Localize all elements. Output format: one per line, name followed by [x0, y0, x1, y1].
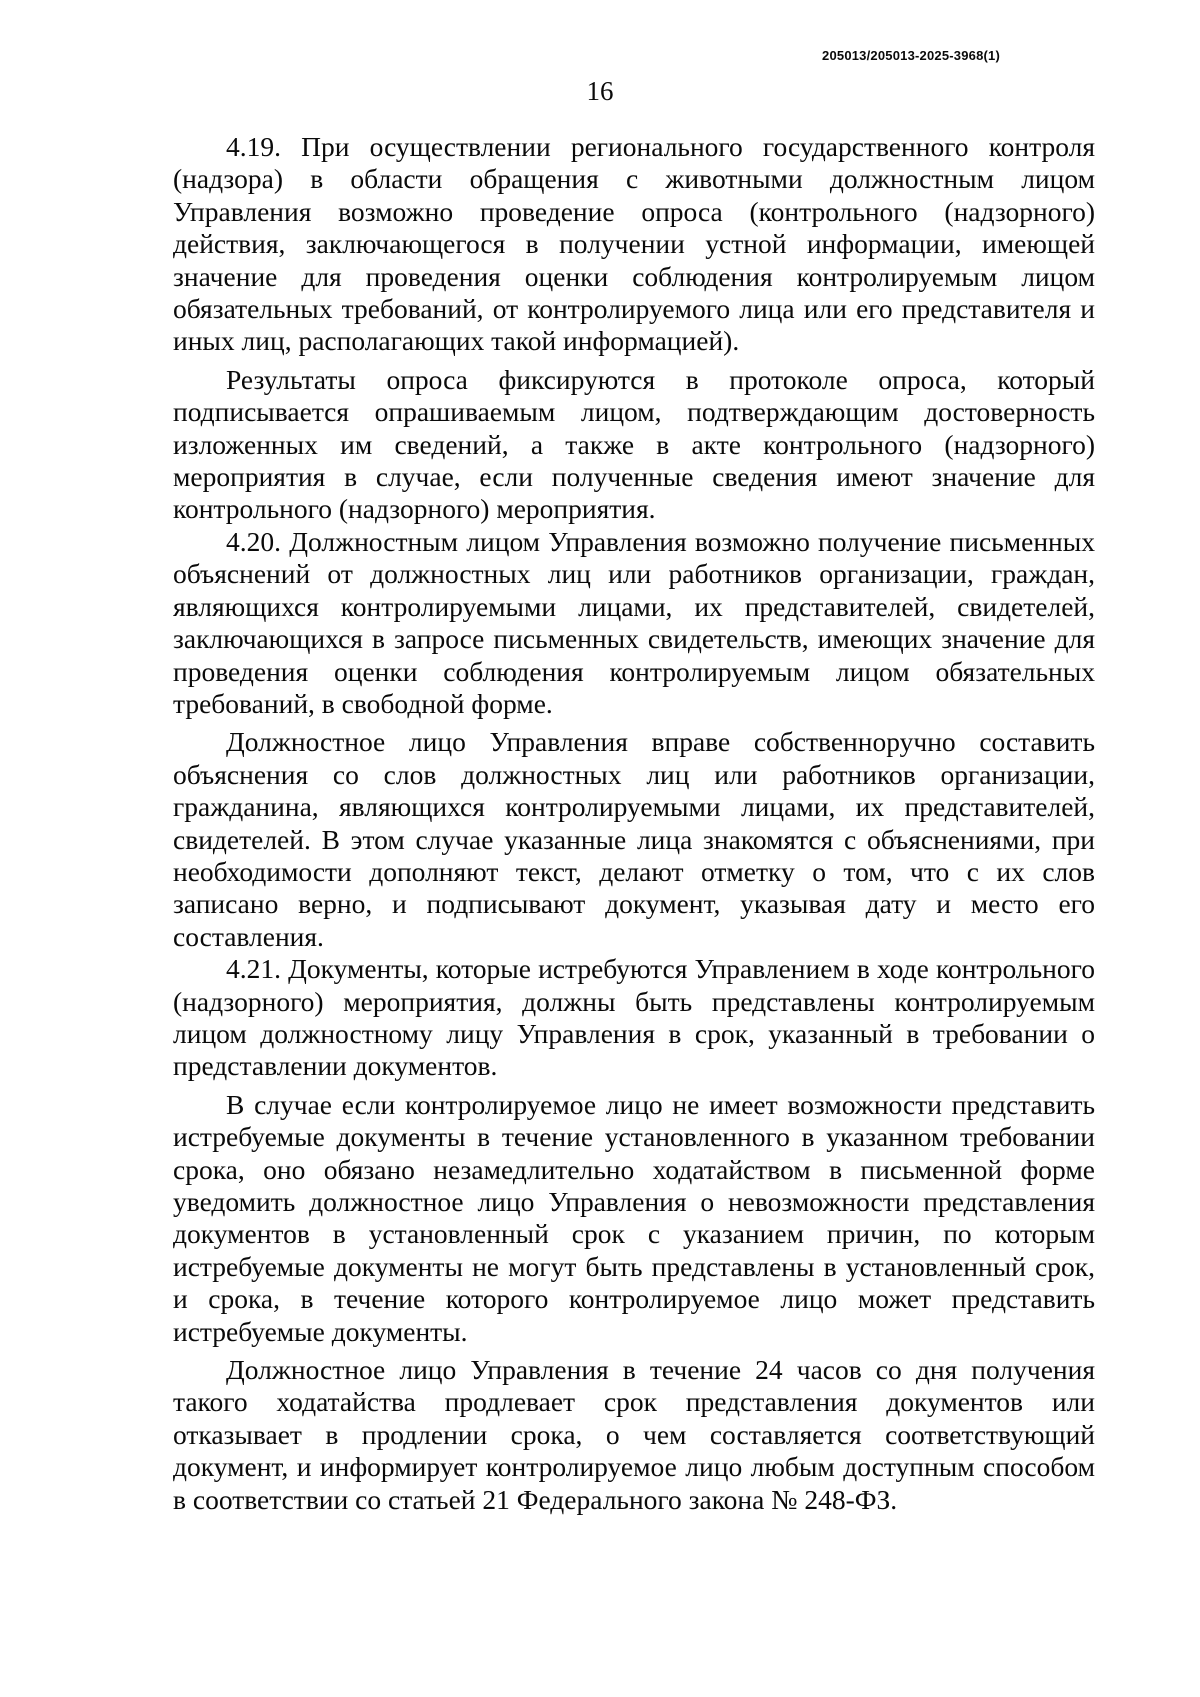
document-id: 205013/205013-2025-3968(1) [822, 48, 1000, 63]
paragraph-extension: Должностное лицо Управления в течение 24 часов со дня получения такого ходатайства продлевает срок представления документов или отказывает в продлении срока, о чем составляется соответствующий документ, и информирует контролируемое лицо любым доступным способом в соответствии со статьей 21 Федерального закона № 248-ФЗ. [173, 1354, 1095, 1515]
page-number: 16 [586, 76, 614, 106]
paragraph-survey-results: Результаты опроса фиксируются в протоколе опроса, который подписывается опрашиваемым лицом, подтверждающим достоверность изложенных им сведений, а также в акте контрольного (надзорного) мероприятия в случае, если полученные сведения имеют значение для контрольного (надзорного) мероприятия. [173, 363, 1095, 525]
paragraph-4-19: 4.19. При осуществлении регионального государственного контроля (надзора) в области обращения с животными должностным лицом Управления возможно проведение опроса (контрольного (надзорного) действия, заключающегося в получении устной информации, имеющей значение для проведения оценки соблюдения контролируемым лицом обязательных требований, от контролируемого лица или его представителя и иных лиц, располагающих такой информацией). [173, 131, 1095, 357]
document-body [173, 131, 1095, 1516]
paragraph-inability-notice: В случае если контролируемое лицо не имеет возможности представить истребуемые документы в течение установленного в указанном требовании срока, оно обязано незамедлительно ходатайством в письменной форме уведомить должностное лицо Управления о невозможности представления документов в установленный срок с указанием причин, по которым истребуемые документы не могут быть представлены в установленный срок, и срока, в течение которого контролируемое лицо может представить истребуемые документы. [173, 1088, 1095, 1347]
paragraph-4-20: 4.20. Должностным лицом Управления возможно получение письменных объяснений от должностных лиц или работников организации, граждан, являющихся контролируемыми лицами, их представителей, свидетелей, заключающихся в запросе письменных свидетельств, имеющих значение для проведения оценки соблюдения контролируемым лицом обязательных требований, в свободной форме. [173, 525, 1095, 719]
paragraph-4-21: 4.21. Документы, которые истребуются Управлением в ходе контрольного (надзорного) мероприятия, должны быть представлены контролируемым лицом должностному лицу Управления в срок, указанный в требовании о представлении документов. [173, 953, 1095, 1082]
paragraph-explanations: Должностное лицо Управления вправе собственноручно составить объяснения со слов должностных лиц или работников организации, гражданина, являющихся контролируемыми лицами, их представителей, свидетелей. В этом случае указанные лица знакомятся с объяснениями, при необходимости дополняют текст, делают отметку о том, что с их слов записано верно, и подписывают документ, указывая дату и место его составления. [173, 726, 1095, 952]
